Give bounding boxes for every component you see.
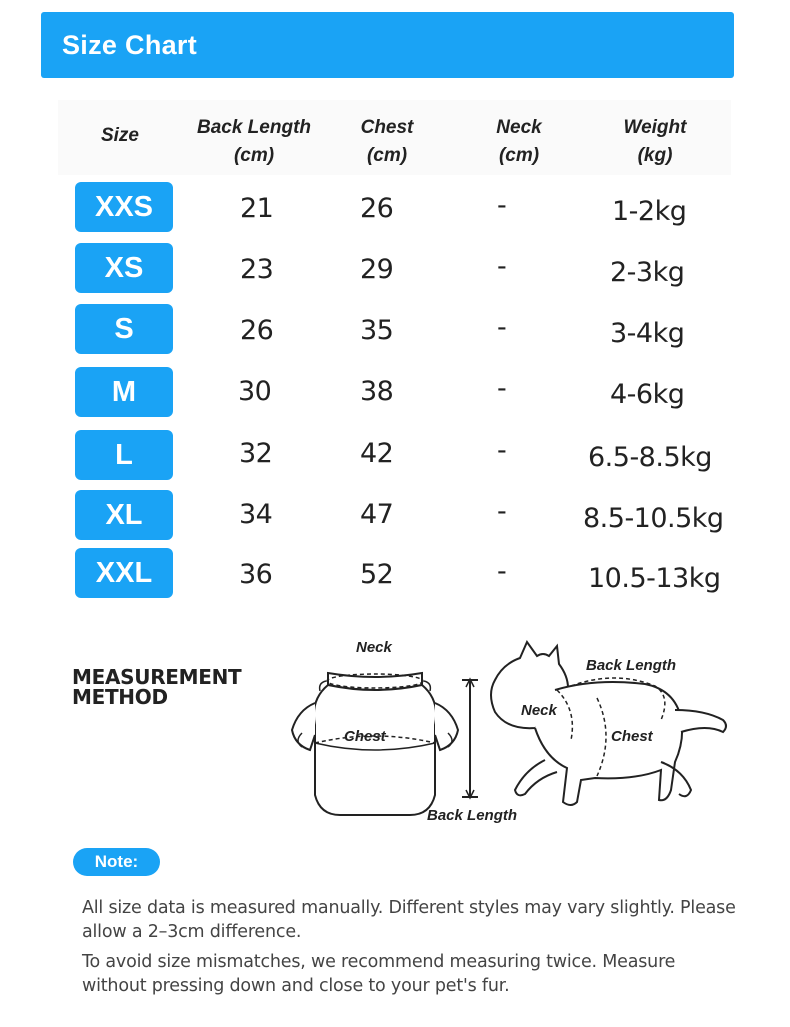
neck-value: - xyxy=(497,556,507,587)
neck-value: - xyxy=(497,251,507,282)
column-header-size xyxy=(85,122,155,150)
neck-value: - xyxy=(497,373,507,404)
cat-neck-label: Neck xyxy=(521,702,557,719)
column-header-label: Chest xyxy=(360,117,414,138)
table-row xyxy=(0,548,790,600)
garment-chest-label: Chest xyxy=(344,728,386,745)
note-paragraph: All size data is measured manually. Different styles may vary slightly. Please allow a 2–3cm difference. xyxy=(82,898,736,942)
chest-value: 29 xyxy=(360,254,394,285)
weight-value: 8.5-10.5kg xyxy=(583,503,724,534)
back-length-value: 34 xyxy=(239,499,273,530)
column-header-unit: (cm) xyxy=(233,145,275,166)
size-badge: M xyxy=(75,367,173,417)
size-badge: S xyxy=(75,304,173,354)
page-title: Size Chart xyxy=(62,30,198,60)
measurement-method-title xyxy=(72,667,241,707)
table-row xyxy=(0,182,790,234)
column-header-unit: (kg) xyxy=(637,145,673,166)
back-length-value: 32 xyxy=(239,438,273,469)
table-row xyxy=(0,243,790,295)
column-header-neck xyxy=(474,114,564,170)
neck-value: - xyxy=(497,496,507,527)
neck-value: - xyxy=(497,435,507,466)
chest-value: 35 xyxy=(360,315,394,346)
back-length-value: 23 xyxy=(240,254,274,285)
method-title-line: MEASUREMENT xyxy=(72,665,242,689)
weight-value: 3-4kg xyxy=(610,318,685,349)
column-header-label: Size xyxy=(100,125,140,146)
table-row xyxy=(0,490,790,542)
chest-value: 42 xyxy=(360,438,394,469)
column-header-weight xyxy=(605,114,705,170)
garment-right-sleeve xyxy=(435,703,458,750)
cat-tail xyxy=(675,710,726,732)
weight-value: 1-2kg xyxy=(612,196,687,227)
column-header-unit: (cm) xyxy=(366,145,408,166)
chest-value: 47 xyxy=(360,499,394,530)
weight-value: 4-6kg xyxy=(610,379,685,410)
table-row xyxy=(0,367,790,419)
table-row xyxy=(0,430,790,482)
note-badge: Note: xyxy=(73,848,160,876)
column-header-label: Neck xyxy=(496,117,542,138)
garment-neck-label: Neck xyxy=(356,639,392,656)
column-header-label: Back Length xyxy=(196,117,312,138)
weight-value: 2-3kg xyxy=(610,257,685,288)
note-paragraph: To avoid size mismatches, we recommend measuring twice. Measure without pressing down and close to your pet's fur. xyxy=(82,952,676,996)
column-header-back-length xyxy=(184,114,324,170)
back-length-value: 26 xyxy=(240,315,274,346)
back-length-value: 36 xyxy=(239,559,273,590)
size-badge: XL xyxy=(75,490,173,540)
size-badge: L xyxy=(75,430,173,480)
column-header-label: Weight xyxy=(623,117,687,138)
weight-value: 10.5-13kg xyxy=(588,563,721,594)
size-chart-header xyxy=(41,12,734,78)
column-header-unit: (cm) xyxy=(498,145,540,166)
chest-value: 38 xyxy=(360,376,394,407)
neck-value: - xyxy=(497,312,507,343)
chest-value: 26 xyxy=(360,193,394,224)
back-length-value: 21 xyxy=(240,193,274,224)
cat-chest-label: Chest xyxy=(611,728,653,745)
weight-value: 6.5-8.5kg xyxy=(588,442,712,473)
cat-front-leg xyxy=(515,760,557,795)
table-row xyxy=(0,304,790,356)
size-badge: XXS xyxy=(75,182,173,232)
garment-left-sleeve xyxy=(292,703,315,750)
garment-back-length-label: Back Length xyxy=(427,807,518,824)
method-title-line: METHOD xyxy=(72,685,168,709)
neck-value: - xyxy=(497,190,507,221)
size-badge: XS xyxy=(75,243,173,293)
cat-back-length-label: Back Length xyxy=(586,657,677,674)
column-header-chest xyxy=(342,114,432,170)
chest-value: 52 xyxy=(360,559,394,590)
size-badge: XXL xyxy=(75,548,173,598)
back-length-value: 30 xyxy=(238,376,272,407)
cat-body xyxy=(535,682,682,805)
